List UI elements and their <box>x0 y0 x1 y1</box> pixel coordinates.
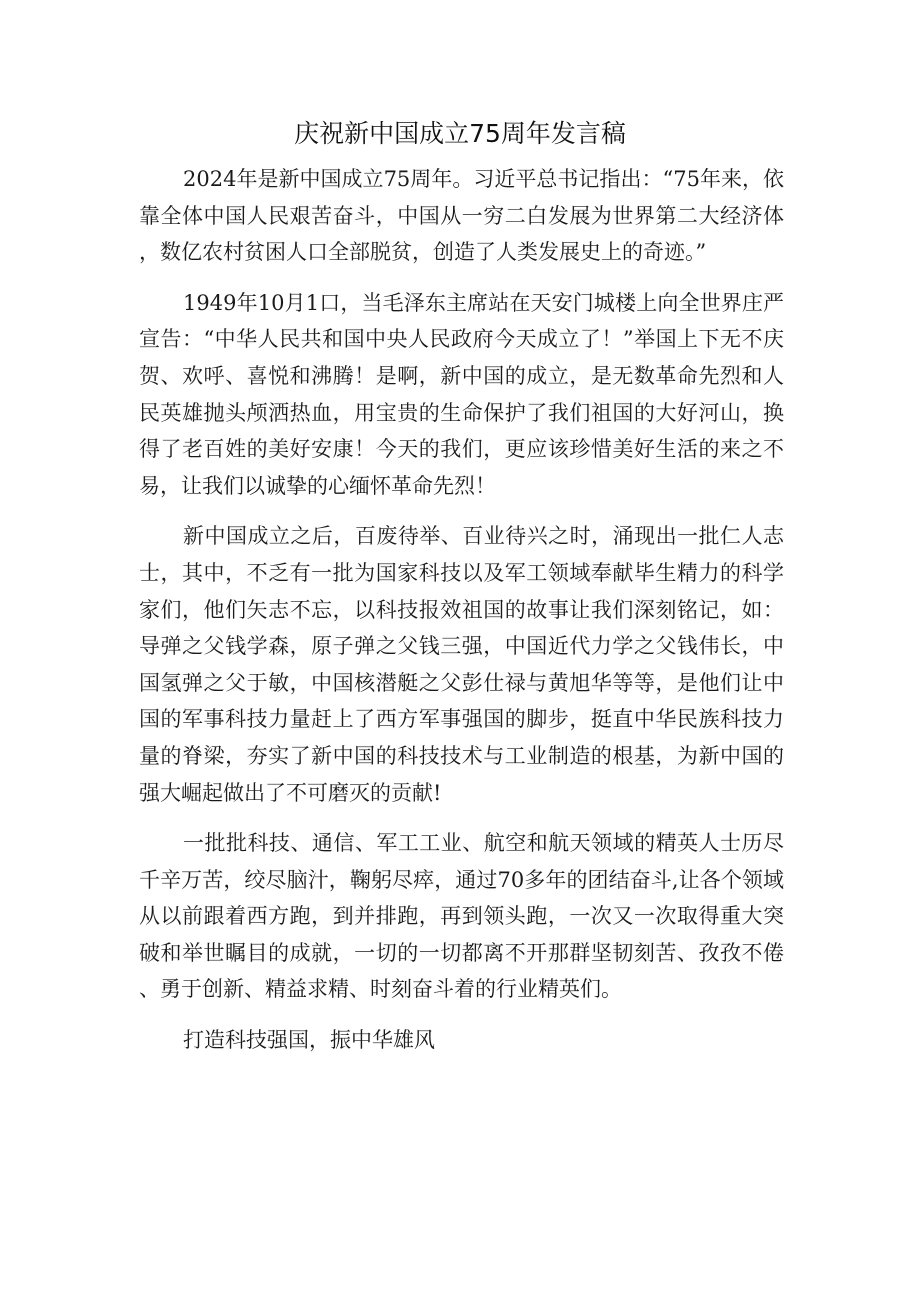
document-body <box>139 161 784 1073</box>
paragraph-4: 一批批科技、通信、军工工业、航空和航天领域的精英人士历尽千辛万苦，绞尽脑汁，鞠躬尽瘁，通过70多年的团结奋斗,让各个领域从以前跟着西方跑，到并排跑，再到领头跑，一次又一次取得重大突破和举世瞩目的成就，一切的一切都离不开那群坚韧刻苦、孜孜不倦、勇于创新、精益求精、时刻奋斗着的行业精英们。 <box>139 831 784 1002</box>
paragraph-1: 2024年是新中国成立75周年。习近平总书记指出：“75年来，依靠全体中国人民艰苦奋斗，中国从一穷二白发展为世界第二大经济体，数亿农村贫困人口全部脱贫，创造了人类发展史上的奇迹。” <box>139 167 784 265</box>
paragraph-5: 打造科技强国，振中华雄风 <box>183 1028 435 1053</box>
paragraph-3: 新中国成立之后，百废待举、百业待兴之时，涌现出一批仁人志士，其中，不乏有一批为国家科技以及军工领域奉献毕生精力的科学家们，他们矢志不忘，以科技报效祖国的故事让我们深刻铭记，如：导弹之父钱学森，原子弹之父钱三强，中国近代力学之父钱伟长，中国氢弹之父于敏，中国核潜艇之父彭仕禄与黄旭华等等，是他们让中国的军事科技力量赶上了西方军事强国的脚步，挺直中华民族科技力量的脊梁，夯实了新中国的科技技术与工业制造的根基，为新中国的强大崛起做出了不可磨灭的贡献! <box>139 524 784 805</box>
paragraph-2: 1949年10月1口，当毛泽东主席站在天安门城楼上向全世界庄严宣告：“中华人民共和国中央人民政府今天成立了！”举国上下无不庆贺、欢呼、喜悦和沸腾！是啊，新中国的成立，是无数革命先烈和人民英雄抛头颅洒热血，用宝贵的生命保护了我们祖国的大好河山，换得了老百姓的美好安康！今天的我们，更应该珍惜美好生活的来之不易，让我们以诚挚的心缅怀革命先烈！ <box>139 290 784 498</box>
document-title: 庆祝新中国成立75周年发言稿 <box>294 119 626 148</box>
